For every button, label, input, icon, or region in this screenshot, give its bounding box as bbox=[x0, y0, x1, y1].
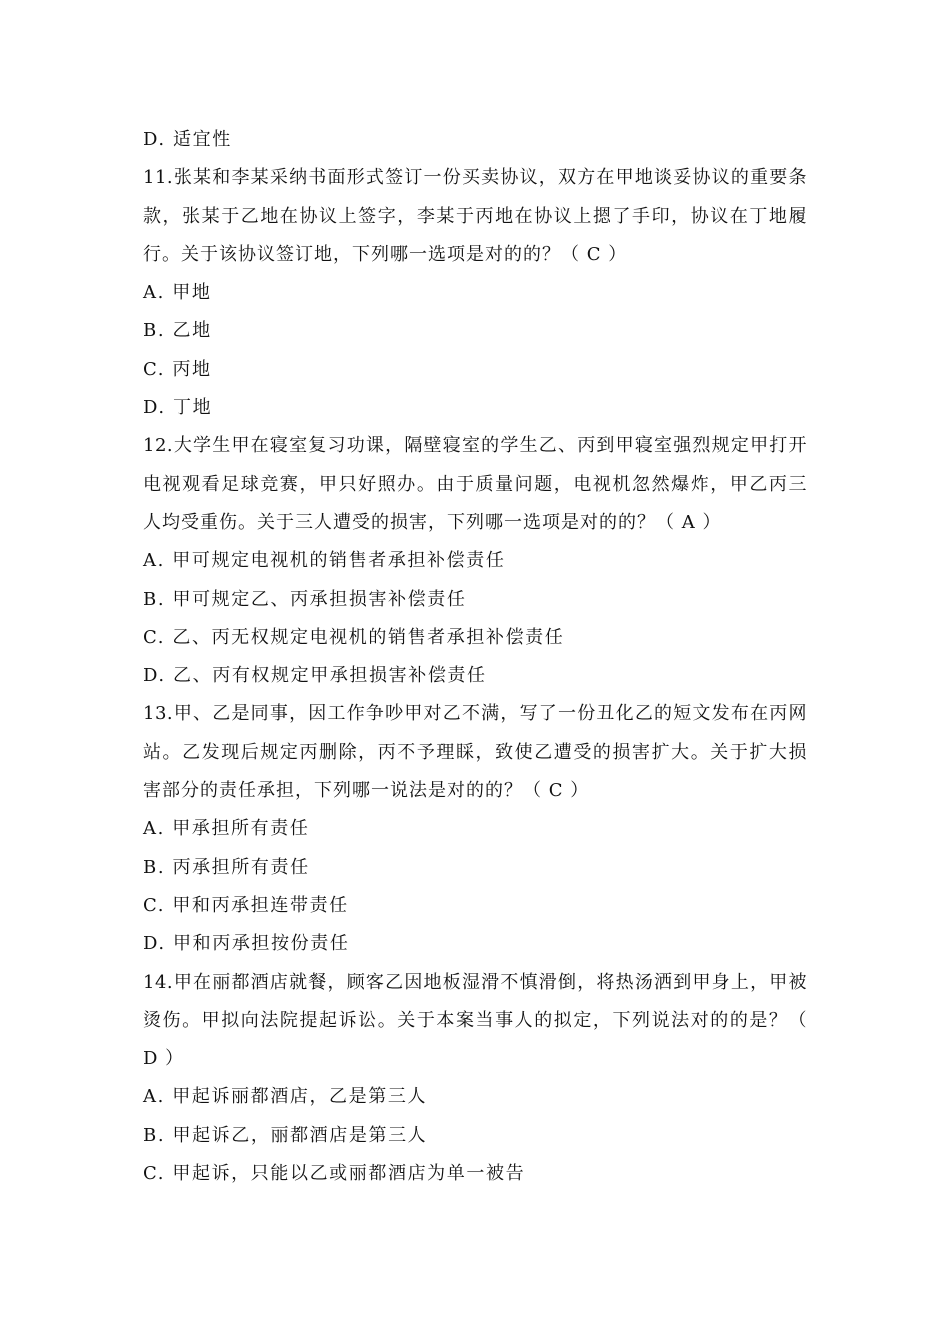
question-14-option-b: B. 甲起诉乙，丽都酒店是第三人 bbox=[143, 1124, 428, 1146]
question-13-text-line-2: 站。乙发现后规定丙删除，丙不予理睬，致使乙遭受的损害扩大。关于扩大损 bbox=[143, 741, 807, 763]
question-12-text-line-1: 12.大学生甲在寝室复习功课，隔壁寝室的学生乙、丙到甲寝室强烈规定甲打开 bbox=[143, 435, 807, 457]
question-11-option-d: D. 丁地 bbox=[143, 397, 213, 419]
document-body bbox=[143, 121, 807, 1193]
question-14-option-a: A. 甲起诉丽都酒店，乙是第三人 bbox=[143, 1086, 428, 1108]
question-12-text-line-2: 电视观看足球竞赛，甲只好照办。由于质量问题，电视机忽然爆炸，甲乙丙三 bbox=[143, 473, 807, 495]
question-12-text-line-3: 人均受重伤。关于三人遭受的损害，下列哪一选项是对的的？（ A ） bbox=[143, 511, 722, 533]
question-13-text-line-1: 13.甲、乙是同事，因工作争吵甲对乙不满，写了一份丑化乙的短文发布在丙网 bbox=[143, 703, 807, 725]
question-11-text-line-2: 款，张某于乙地在协议上签字，李某于丙地在协议上摁了手印，协议在丁地履 bbox=[143, 205, 807, 227]
question-13-text-line-3: 害部分的责任承担，下列哪一说法是对的的？（ C ） bbox=[143, 780, 590, 802]
question-12-option-c: C. 乙、丙无权规定电视机的销售者承担补偿责任 bbox=[143, 626, 565, 648]
question-11-text-line-3: 行。关于该协议签订地，下列哪一选项是对的的？（ C ） bbox=[143, 243, 628, 265]
question-11-option-a: A. 甲地 bbox=[143, 282, 212, 304]
question-13-option-b: B. 丙承担所有责任 bbox=[143, 856, 310, 878]
question-12-option-b: B. 甲可规定乙、丙承担损害补偿责任 bbox=[143, 588, 467, 610]
question-13-option-a: A. 甲承担所有责任 bbox=[143, 818, 310, 840]
question-12-option-d: D. 乙、丙有权规定甲承担损害补偿责任 bbox=[143, 665, 487, 687]
option-d: D. 适宜性 bbox=[143, 129, 232, 150]
question-11-text-line-1: 11.张某和李某采纳书面形式签订一份买卖协议，双方在甲地谈妥协议的重要条 bbox=[143, 167, 807, 189]
question-11-option-b: B. 乙地 bbox=[143, 320, 212, 342]
question-12-option-a: A. 甲可规定电视机的销售者承担补偿责任 bbox=[143, 550, 506, 572]
question-13-option-c: C. 甲和丙承担连带责任 bbox=[143, 894, 349, 916]
question-11-option-c: C. 丙地 bbox=[143, 358, 212, 380]
question-13-option-d: D. 甲和丙承担按份责任 bbox=[143, 933, 350, 955]
question-14-text-line-3: D ） bbox=[143, 1048, 185, 1070]
question-14-option-c: C. 甲起诉，只能以乙或丽都酒店为单一被告 bbox=[143, 1163, 526, 1185]
question-14-text-line-1: 14.甲在丽都酒店就餐，顾客乙因地板湿滑不慎滑倒，将热汤洒到甲身上，甲被 bbox=[143, 971, 807, 993]
question-14-text-line-2: 烫伤。甲拟向法院提起诉讼。关于本案当事人的拟定，下列说法对的的是？（ bbox=[143, 1009, 807, 1031]
